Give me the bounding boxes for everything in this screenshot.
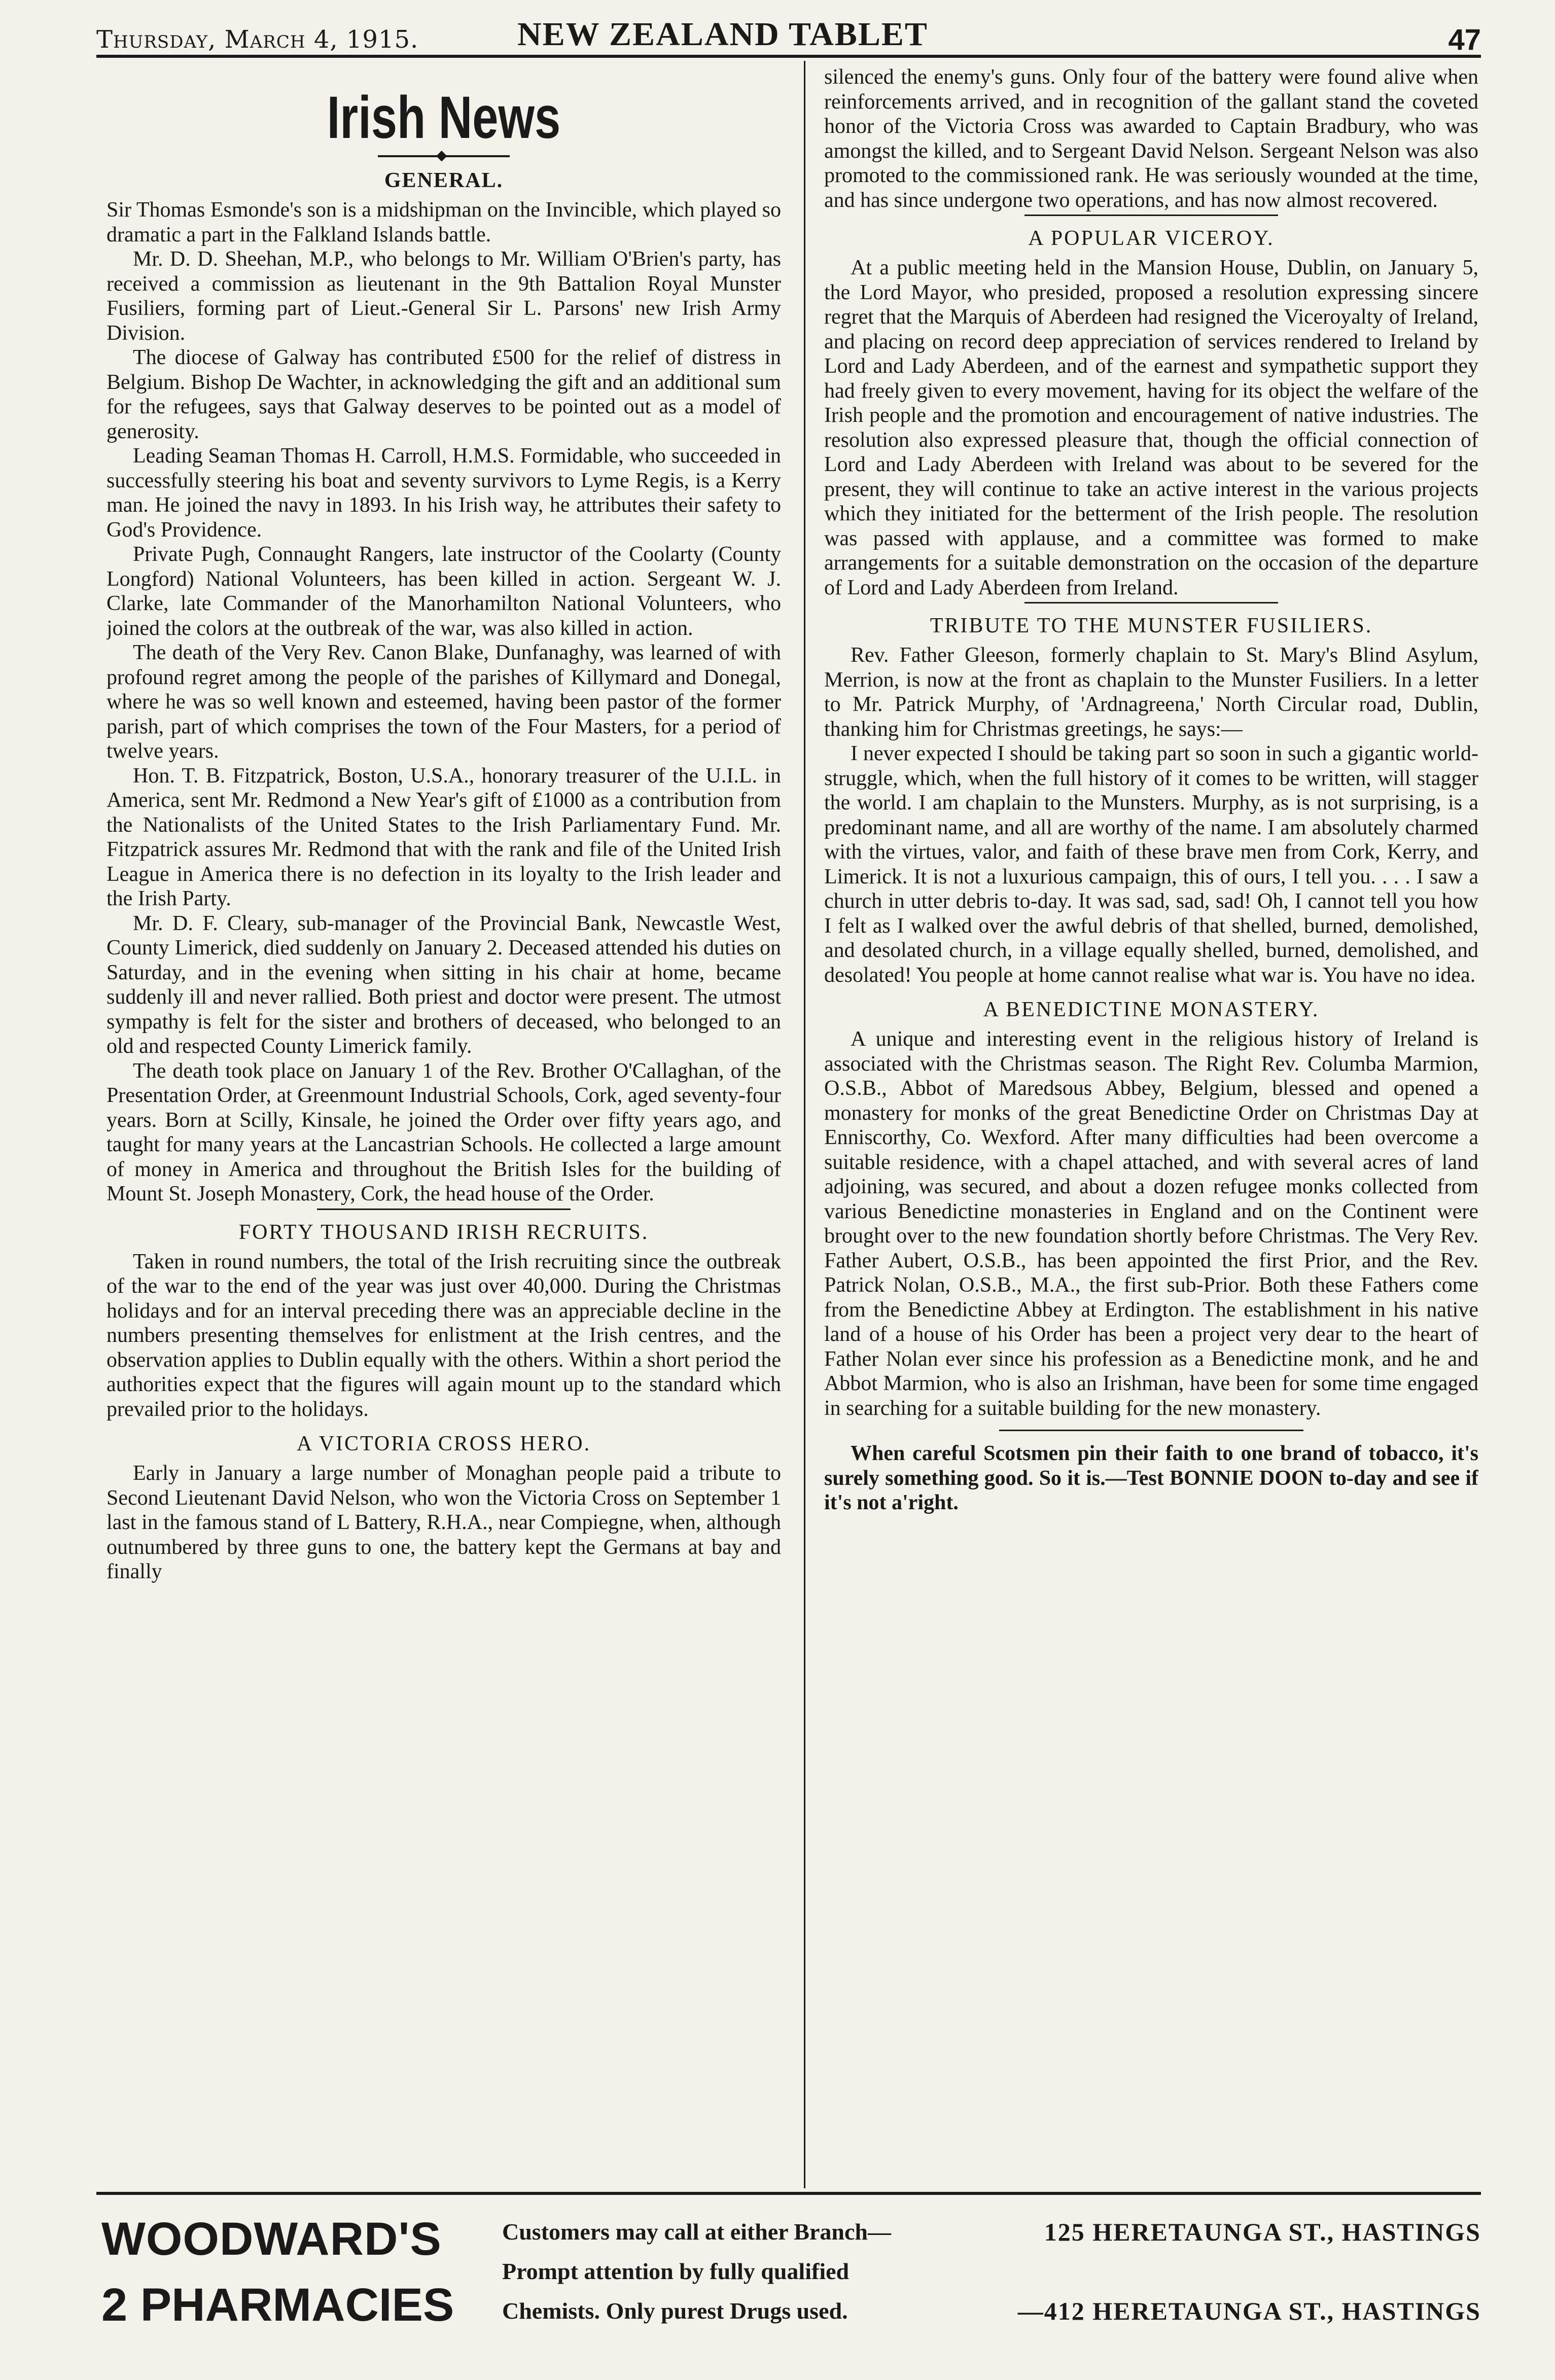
newspaper-title: NEW ZEALAND TABLET (517, 16, 928, 53)
pharmacy-count: 2 PHARMACIES (101, 2279, 454, 2331)
column-divider (804, 61, 805, 2188)
pharmacy-line-2-text: Prompt attention by fully qualified (502, 2258, 850, 2284)
diamond-ornament-icon: ◆ (436, 148, 447, 163)
article-paragraph: A unique and interesting event in the religious history of Ireland is associated with the Christmas season. The Right Rev. Columba Marmion, O.S.B., Abbot of Maredsous Abbey, Belgium, blessed and opened a monastery for monks of the great Benedictine Order on Christmas Day at Enniscorthy, Co. Wexford. After many difficulties had been overcome a suitable residence, with a chapel attached, and with several acres of land adjoining, was secured, and about a dozen refugee monks collected from various Benedictine monasteries in England and on the Continent were brought over to the new foundation shortly before Christmas. The Very Rev. Father Aubert, O.S.B., has been appointed the first Prior, and the Rev. Patrick Nolan, O.S.B., M.A., the first sub-Prior. Both these Fathers come from the Benedictine Abbey at Erdington. The establishment in his native land of a house of his Order has been a project very dear to the heart of Father Nolan ever since his profession as a Benedictine monk, and he and Abbot Marmion, who is also an Irishman, have been for some time engaged in searching for a suitable building for the new monastery. (824, 1027, 1478, 1420)
article-paragraph: The death of the Very Rev. Canon Blake, Dunfanaghy, was learned of with profound regret among the people of the parishes of Killymard and Donegal, where he was so well known and esteemed, having been pastor of the former parish, part of which comprises the town of the Four Masters, for a period of twelve years. (107, 641, 781, 763)
pharmacy-line-3-text: Chemists. Only purest Drugs used. (502, 2298, 848, 2324)
page-number: 47 (1448, 23, 1481, 56)
advertisement-text: When careful Scotsmen pin their faith to one brand of tobacco, it's surely something good. So it is.—Test BONNIE DOON to-day and see if it's not a'right. (824, 1442, 1478, 1514)
article-paragraph: Leading Seaman Thomas H. Carroll, H.M.S. Formidable, who succeeded in successfully steering his boat and seventy survivors to Lyme Regis, is a Kerry man. He joined the navy in 1893. In his Irish way, he attributes their safety to God's Providence. (107, 444, 781, 542)
section-rule (317, 1209, 571, 1210)
section-heading-benedictine: A BENEDICTINE MONASTERY. (983, 998, 1320, 1021)
pharmacy-name: WOODWARD'S (101, 2213, 442, 2265)
article-paragraph: Mr. D. D. Sheehan, M.P., who belongs to Mr. William O'Brien's party, has received a commission as lieutenant in the 9th Battalion Royal Munster Fusiliers, forming part of Lieut.-General Sir L. Parsons' new Irish Army Division. (107, 247, 781, 345)
section-heading-munster: TRIBUTE TO THE MUNSTER FUSILIERS. (930, 614, 1373, 637)
article-paragraph: I never expected I should be taking part so soon in such a gigantic world-struggle, which, when the full history of it comes to be written, will stagger the world. I am chaplain to the Munsters. Murphy, as is not surprising, is a predominant name, and all are worthy of the name. I am absolutely charmed with the virtues, valor, and faith of these brave men from Cork, Kerry, and Limerick. It is not a luxurious campaign, this of ours, I tell you. . . . I saw a church in utter debris to-day. It was sad, sad, sad! Oh, I cannot tell you how I felt as I walked over the awful debris of that shelled, burned, demolished, and desolated church, in a village equally shelled, burned, demolished, and desolated! You people at home cannot realise what war is. You have no idea. (824, 742, 1478, 987)
article-paragraph: The diocese of Galway has contributed £500 for the relief of distress in Belgium. Bishop De Wachter, in acknowledging the gift and an additional sum for the refugees, says that Galway deserves to be pointed out as a model of generosity. (107, 346, 781, 443)
pharmacy-line-1-text: Customers may call at either Branch— (502, 2219, 891, 2245)
footer-rule (96, 2192, 1481, 2195)
section-heading-victoria-cross: A VICTORIA CROSS HERO. (296, 1432, 591, 1455)
issue-date: Thursday, March 4, 1915. (96, 25, 419, 54)
pharmacy-line-2 (502, 2252, 1481, 2291)
header-rule (96, 55, 1481, 58)
article-paragraph: Hon. T. B. Fitzpatrick, Boston, U.S.A., honorary treasurer of the U.I.L. in America, sent Mr. Redmond a New Year's gift of £1000 as a contribution from the Nationalists of the United States to the Irish Parliamentary Fund. Mr. Fitzpatrick assures Mr. Redmond that with the rank and file of the United Irish League in America there is no defection in its loyalty to the Irish leader and the Irish Party. (107, 764, 781, 910)
article-paragraph: The death took place on January 1 of the Rev. Brother O'Callaghan, of the Presentation Order, at Greenmount Industrial Schools, Cork, aged seventy-four years. Born at Scilly, Kinsale, he joined the Order over fifty years ago, and taught for many years at the Lancastrian Schools. He collected a large amount of money in America and throughout the British Isles for the building of Mount St. Joseph Monastery, Cork, the head house of the Order. (107, 1059, 781, 1205)
section-heading-viceroy: A POPULAR VICEROY. (1028, 227, 1275, 250)
pharmacy-details (502, 2212, 1481, 2331)
section-heading-recruits: FORTY THOUSAND IRISH RECRUITS. (238, 1220, 649, 1244)
right-column (824, 65, 1478, 2185)
article-paragraph: Mr. D. F. Cleary, sub-manager of the Provincial Bank, Newcastle West, County Limerick, died suddenly on January 2. Deceased attended his duties on Saturday, and in the evening when sitting in his chair at home, became suddenly ill and never rallied. Both priest and doctor were present. The utmost sympathy is felt for the sister and brothers of deceased, who belonged to an old and respected County Limerick family. (107, 911, 781, 1058)
article-paragraph: Private Pugh, Connaught Rangers, late instructor of the Coolarty (County Longford) National Volunteers, has been killed in action. Sergeant W. J. Clarke, late Commander of the Manorhamilton National Volunteers, who joined the colors at the outbreak of the war, was also killed in action. (107, 543, 781, 640)
section-title: Irish News (327, 84, 561, 151)
pharmacy-line-1 (502, 2212, 1481, 2252)
article-paragraph: Taken in round numbers, the total of the Irish recruiting since the outbreak of the war to the end of the year was just over 40,000. During the Christmas holidays and for an interval preceding there was an appreciable decline in the numbers presenting themselves for enlistment at the Irish centres, and the observation applies to Dublin equally with the others. Within a short period the authorities expect that the figures will again mount up to the standard which prevailed prior to the holidays. (107, 1250, 781, 1421)
article-paragraph: At a public meeting held in the Mansion House, Dublin, on January 5, the Lord Mayor, who presided, proposed a resolution expressing sincere regret that the Marquis of Aberdeen had resigned the Viceroyalty of Ireland, and placing on record deep appreciation of services rendered to Ireland by Lord and Lady Aberdeen, and of the earnest and sympathetic support they had freely given to every movement, having for its object the welfare of the Irish people and the promotion and encouragement of native industries. The resolution also expressed pleasure that, though the official connection of Lord and Lady Aberdeen with Ireland was about to be severed for the present, they will continue to take an active interest in the various projects which they initiated for the betterment of the Irish people. The resolution was passed with applause, and a committee was formed to make arrangements for a suitable demonstration on the occasion of the departure of Lord and Lady Aberdeen from Ireland. (824, 256, 1478, 599)
pharmacy-address-2: —412 HERETAUNGA ST., HASTINGS (1017, 2297, 1481, 2325)
article-paragraph: Sir Thomas Esmonde's son is a midshipman on the Invincible, which played so dramatic a part in the Falkland Islands battle. (107, 198, 781, 246)
section-rule (1024, 602, 1278, 603)
article-paragraph: Rev. Father Gleeson, formerly chaplain to St. Mary's Blind Asylum, Merrion, is now at the front as chaplain to the Munster Fusiliers. In a letter to Mr. Patrick Murphy, of 'Ardnagreena,' North Circular road, Dublin, thanking him for Christmas greetings, he says:— (824, 644, 1478, 741)
section-rule (1024, 215, 1278, 216)
pharmacy-address-1: 125 HERETAUNGA ST., HASTINGS (1044, 2218, 1481, 2246)
pharmacy-advertisement (96, 2206, 1481, 2373)
left-column (107, 65, 781, 2185)
running-head (96, 5, 1481, 56)
section-heading-general: GENERAL. (384, 169, 504, 192)
article-continuation: silenced the enemy's guns. Only four of the battery were found alive when reinforcements arrived, and in recognition of the gallant stand the coveted honor of the Victoria Cross was awarded to Captain Bradbury, who was amongst the killed, and to Sergeant David Nelson. Sergeant Nelson was also promoted to the commissioned rank. He was seriously wounded at the time, and has since undergone two operations, and has now almost recovered. (824, 65, 1478, 212)
article-paragraph: Early in January a large number of Monaghan people paid a tribute to Second Lieutenant David Nelson, who won the Victoria Cross on September 1 last in the famous stand of L Battery, R.H.A., near Compiegne, when, although outnumbered by three guns to one, the battery kept the Germans at bay and finally (107, 1462, 781, 1583)
advertisement-rule (999, 1430, 1303, 1431)
title-ornament-rule (378, 148, 510, 163)
tobacco-advertisement (824, 1441, 1478, 1515)
pharmacy-line-3 (502, 2291, 1481, 2331)
